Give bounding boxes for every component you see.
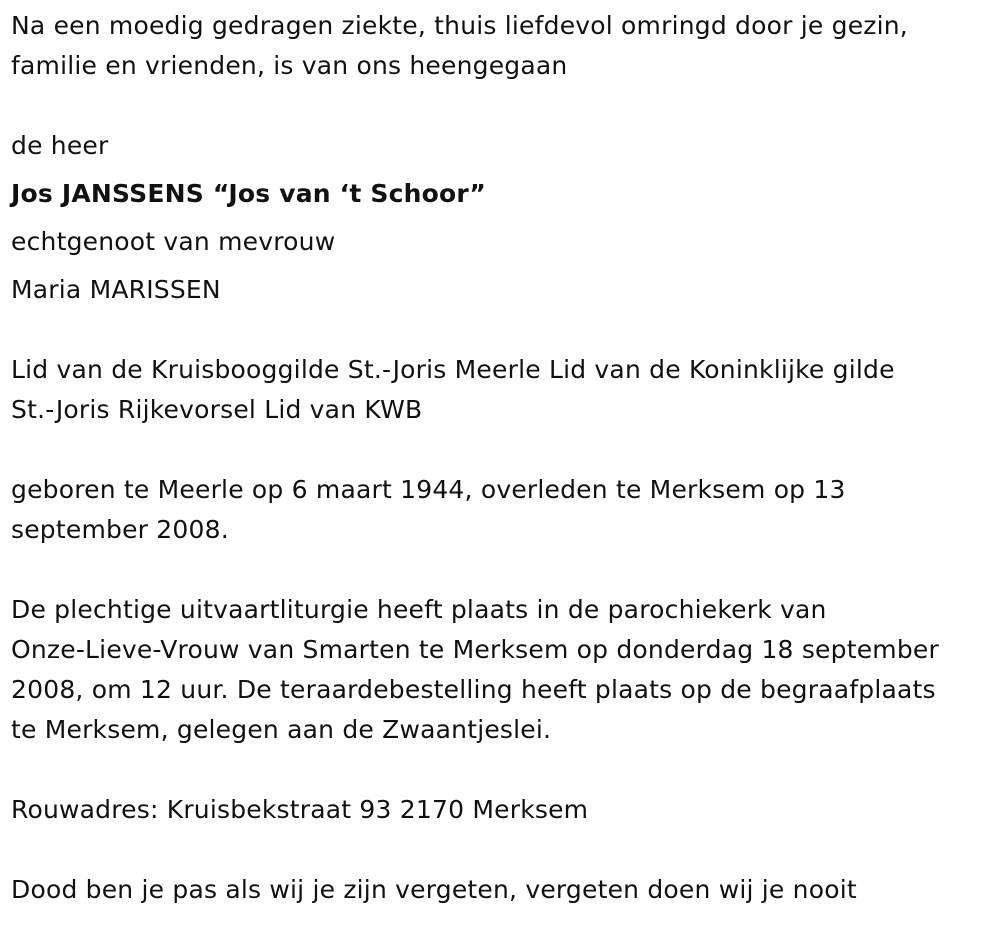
intro-line-2: familie en vrienden, is van ons heengegaan bbox=[11, 51, 568, 80]
spouse-label: echtgenoot van mevrouw bbox=[11, 227, 336, 256]
funeral-line-2: Onze-Lieve-Vrouw van Smarten te Merksem op donderdag 18 september bbox=[11, 635, 939, 664]
mourning-address: Rouwadres: Kruisbekstraat 93 2170 Merksem bbox=[11, 795, 589, 824]
honorific: de heer bbox=[11, 131, 109, 160]
closing-quote: Dood ben je pas als wij je zijn vergeten, vergeten doen wij je nooit bbox=[11, 875, 857, 904]
funeral-line-1: De plechtige uitvaartliturgie heeft plaats in de parochiekerk van bbox=[11, 595, 827, 624]
life-dates-line-1: geboren te Meerle op 6 maart 1944, overleden te Merksem op 13 bbox=[11, 475, 846, 504]
intro-line-1: Na een moedig gedragen ziekte, thuis liefdevol omringd door je gezin, bbox=[11, 11, 908, 40]
funeral-line-3: 2008, om 12 uur. De teraardebestelling heeft plaats op de begraafplaats bbox=[11, 675, 936, 704]
memberships-line-2: St.-Joris Rijkevorsel Lid van KWB bbox=[11, 395, 423, 424]
funeral-line-4: te Merksem, gelegen aan de Zwaantjeslei. bbox=[11, 715, 552, 744]
life-dates-line-2: september 2008. bbox=[11, 515, 229, 544]
spouse-name: Maria MARISSEN bbox=[11, 275, 221, 304]
memberships-line-1: Lid van de Kruisbooggilde St.-Joris Meerle Lid van de Koninklijke gilde bbox=[11, 355, 895, 384]
deceased-name: Jos JANSSENS “Jos van ‘t Schoor” bbox=[11, 179, 487, 208]
